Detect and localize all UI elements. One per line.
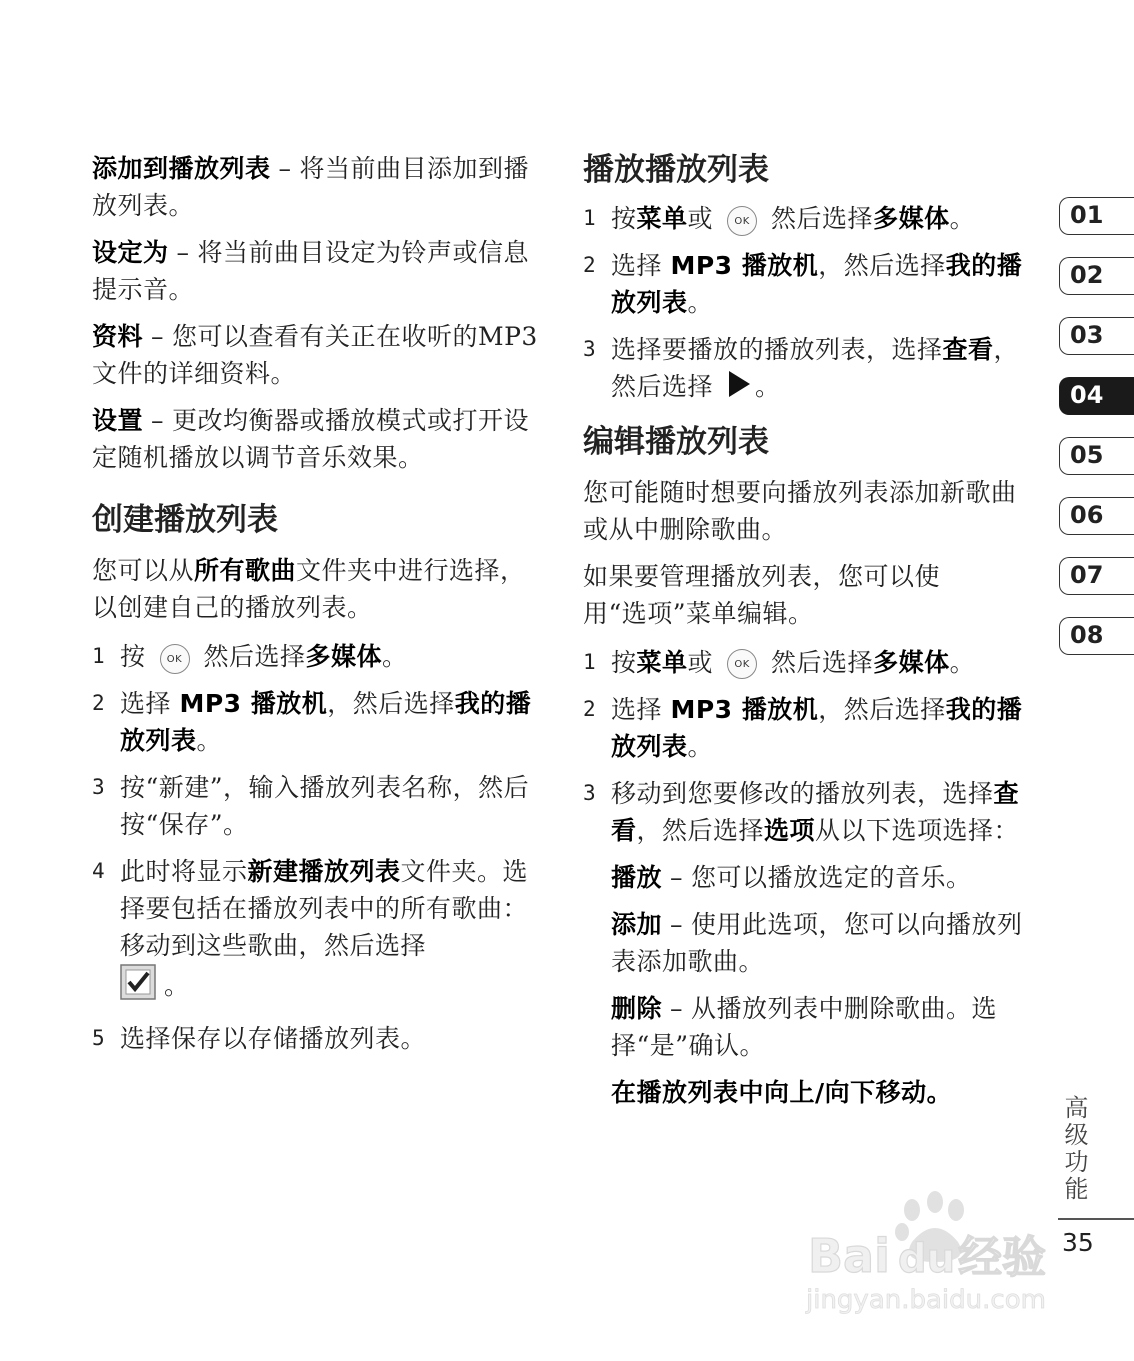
watermark-jingyan: 经验 — [958, 1232, 1046, 1283]
definition-add-to-playlist: 添加到播放列表 – 将当前曲目添加到播放列表。 — [92, 154, 530, 220]
chapter-tab-01[interactable]: 01 — [1059, 197, 1134, 235]
heading-edit-playlist: 编辑播放列表 — [583, 423, 769, 460]
play-step-3: 3 选择要播放的播放列表，选择查看，然后选择 。 — [583, 331, 1035, 408]
edit-options-note: 如果要管理播放列表，您可以使用“选项”菜单编辑。 — [583, 561, 941, 628]
right-column — [583, 150, 1035, 1121]
ok-key-icon: OK — [727, 649, 757, 679]
chapter-tab-03[interactable]: 03 — [1059, 317, 1134, 355]
watermark-url: jingyan.baidu.com — [806, 1285, 1046, 1315]
create-step-5: 5 选择保存以存储播放列表。 — [92, 1024, 427, 1053]
heading-play-playlist: 播放播放列表 — [583, 152, 769, 188]
create-intro: 您可以从所有歌曲文件夹中进行选择，以创建自己的播放列表。 — [92, 556, 526, 622]
play-step-1: 1 按菜单或 OK 然后选择多媒体。 — [583, 200, 1035, 237]
option-move-note: 在播放列表中向上/向下移动。 — [611, 1077, 953, 1107]
edit-step-1: 1 按菜单或 OK 然后选择多媒体。 — [583, 644, 1035, 681]
chapter-tab-04[interactable]: 04 — [1059, 377, 1134, 415]
chapter-tab-08[interactable]: 08 — [1059, 617, 1134, 655]
section-label: 高级功能 — [1060, 1095, 1088, 1203]
page-number: 35 — [1062, 1228, 1094, 1257]
option-play: 播放 – 您可以播放选定的音乐。 — [611, 862, 972, 892]
create-step-2: 2 选择 MP3 播放机，然后选择我的播放列表。 — [92, 689, 532, 755]
chapter-tab-07[interactable]: 07 — [1059, 557, 1134, 595]
definition-set-as: 设定为 – 将当前曲目设定为铃声或信息提示音。 — [92, 238, 530, 304]
watermark-brand-du: du — [898, 1236, 956, 1282]
edit-intro: 您可能随时想要向播放列表添加新歌曲或从中删除歌曲。 — [583, 477, 1017, 544]
definition-info: 资料 – 您可以查看有关正在收听的MP3 文件的详细资料。 — [92, 322, 538, 388]
play-step-2: 2 选择 MP3 播放机，然后选择我的播放列表。 — [583, 251, 1023, 317]
play-icon — [727, 370, 751, 408]
chapter-tab-06[interactable]: 06 — [1059, 497, 1134, 535]
definition-settings: 设置 – 更改均衡器或播放模式或打开设定随机播放以调节音乐效果。 — [92, 406, 530, 472]
create-step-3: 3 按“新建”，输入播放列表名称，然后按“保存”。 — [92, 773, 530, 839]
watermark-brand: Bai — [808, 1229, 890, 1283]
left-column — [92, 150, 542, 1067]
ok-key-icon: OK — [727, 206, 757, 236]
ok-key-icon: OK — [160, 644, 190, 674]
create-step-4: 4 此时将显示新建播放列表文件夹。选择要包括在播放列表中的所有歌曲：移动到这些歌曲，然后选择 。 — [92, 853, 542, 1010]
baidu-watermark-logo — [800, 1190, 1070, 1320]
edit-step-3: 3 移动到您要修改的播放列表，选择查看，然后选择选项从以下选项选择： — [583, 778, 1020, 845]
heading-create-playlist: 创建播放列表 — [92, 502, 278, 538]
option-add: 添加 – 使用此选项，您可以向播放列表添加歌曲。 — [611, 909, 1023, 976]
option-delete: 删除 – 从播放列表中删除歌曲。选择“是”确认。 — [611, 993, 998, 1060]
edit-step-2: 2 选择 MP3 播放机，然后选择我的播放列表。 — [583, 694, 1023, 761]
checkbox-check-icon — [120, 964, 156, 1010]
chapter-tab-05[interactable]: 05 — [1059, 437, 1134, 475]
create-step-1: 1 按 OK 然后选择多媒体。 — [92, 638, 542, 675]
chapter-tab-02[interactable]: 02 — [1059, 257, 1134, 295]
